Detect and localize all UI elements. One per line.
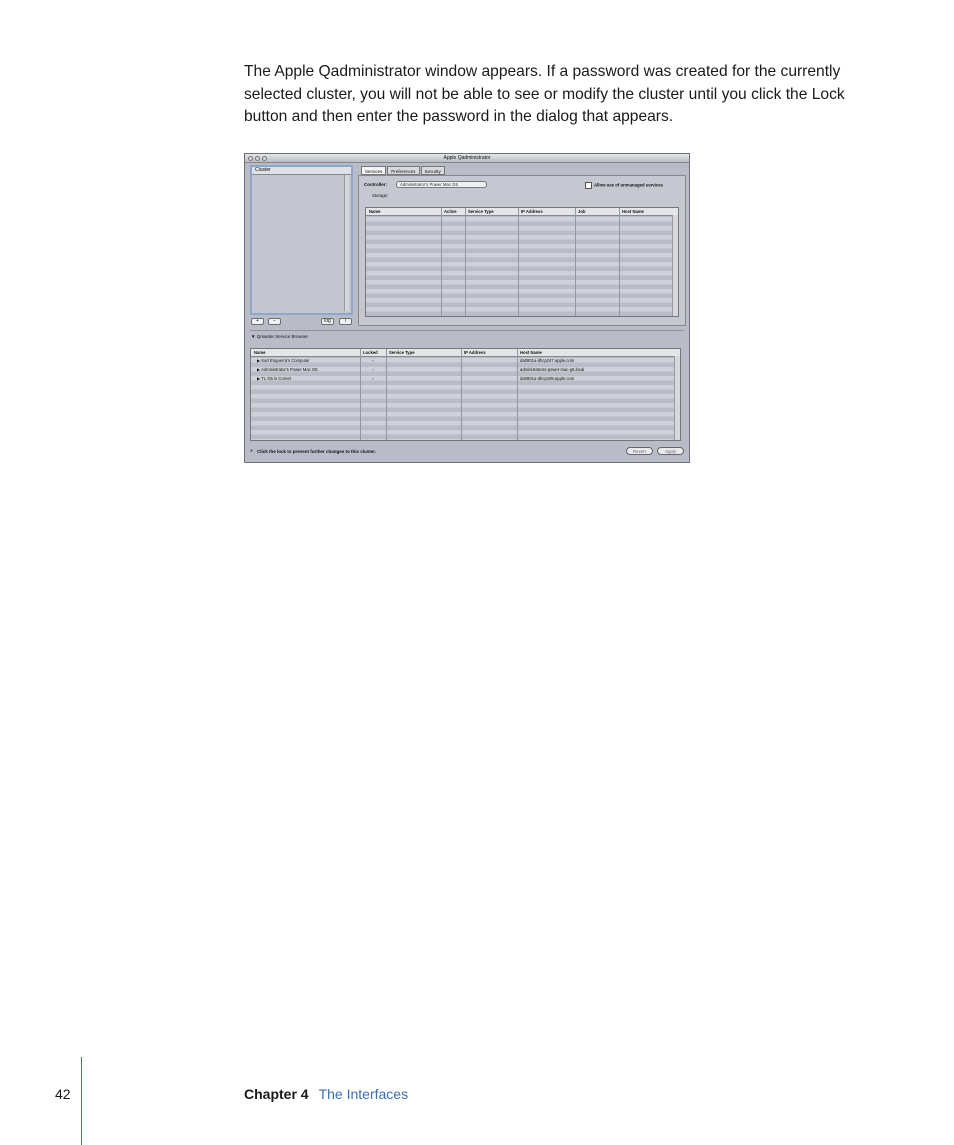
log-button[interactable]: log	[321, 318, 334, 325]
browser-label: Qmaster Service Browser	[256, 334, 308, 339]
tab-security[interactable]: Security	[421, 166, 445, 175]
body-paragraph: The Apple Qadministrator window appears. If a password was created for the currently selected cluster, you will not be able to see or modify the cluster until you click the Lock button and then enter the password in the dialog that appears.	[244, 63, 845, 125]
bcol-service-type[interactable]: Service Type	[389, 350, 415, 355]
info-button[interactable]: i	[339, 318, 352, 325]
services-table-header	[366, 208, 678, 216]
cluster-scrollbar[interactable]	[344, 175, 349, 311]
allow-unmanaged-checkbox[interactable]	[585, 182, 663, 189]
browser-table[interactable]	[250, 348, 681, 441]
apply-button[interactable]: Apply	[657, 447, 684, 455]
footer-divider	[81, 1057, 82, 1145]
col-host-name[interactable]: Host Name	[622, 209, 644, 214]
bcol-locked[interactable]: Locked	[363, 350, 378, 355]
footer-chapter	[244, 1086, 408, 1102]
padlock-icon[interactable]: ●	[250, 448, 254, 455]
col-ip-address[interactable]: IP Address	[521, 209, 543, 214]
checkbox-icon[interactable]	[585, 182, 592, 189]
tab-services[interactable]: Services	[361, 166, 386, 175]
table-row-host: da0801a-dhcp247.apple.com	[520, 358, 575, 363]
chapter-title-link[interactable]: The Interfaces	[318, 1086, 409, 1102]
col-active[interactable]: Active	[444, 209, 457, 214]
table-row-host: da0801a-dhcp189.apple.com	[520, 376, 575, 381]
page-number: 42	[55, 1086, 71, 1102]
lock-icon: ▫	[372, 367, 374, 372]
services-table[interactable]	[365, 207, 679, 317]
services-panel	[358, 175, 686, 326]
browser-disclosure[interactable]: ▼ Qmaster Service Browser	[251, 334, 308, 339]
allow-unmanaged-label: Allow use of unmanaged services	[594, 182, 664, 188]
col-job[interactable]: Job	[578, 209, 586, 214]
divider	[250, 330, 684, 331]
col-name[interactable]: Name	[369, 209, 381, 214]
controller-label: Controller:	[364, 182, 387, 187]
tab-bar	[361, 166, 446, 175]
revert-button[interactable]: Revert	[626, 447, 653, 455]
window-titlebar	[245, 154, 689, 163]
table-row[interactable]: ▶ TL G5 in Corner	[257, 376, 292, 381]
storage-label: Storage:	[372, 193, 389, 198]
table-row[interactable]: ▶ Karl Enguerra's Computer	[257, 358, 310, 363]
qadministrator-window	[244, 153, 690, 463]
cluster-list[interactable]	[250, 165, 353, 315]
controller-select[interactable]: Administrator's Power Mac G5	[396, 181, 487, 188]
lock-status[interactable]	[250, 449, 376, 454]
remove-cluster-button[interactable]: −	[268, 318, 281, 325]
add-cluster-button[interactable]: +	[251, 318, 264, 325]
col-service-type[interactable]: Service Type	[468, 209, 494, 214]
tab-preferences[interactable]: Preferences	[387, 166, 419, 175]
bcol-host-name[interactable]: Host Name	[520, 350, 542, 355]
table-row-host: administrators-power-mac-g5.local	[520, 367, 585, 372]
table-row[interactable]: ▶ Administrator's Power Mac G5	[257, 367, 318, 372]
lock-text: Click the lock to prevent further changes to this cluster.	[257, 449, 377, 454]
window-title: Apple Qadministrator	[443, 155, 491, 161]
lock-icon: ▫	[372, 376, 374, 381]
cluster-header: Cluster	[252, 167, 351, 175]
chapter-label: Chapter 4	[244, 1086, 309, 1102]
browser-table-header	[251, 349, 680, 357]
services-scrollbar[interactable]	[672, 215, 678, 316]
bcol-ip-address[interactable]: IP Address	[464, 350, 486, 355]
bcol-name[interactable]: Name	[254, 350, 266, 355]
browser-scrollbar[interactable]	[674, 356, 680, 440]
lock-icon: ▫	[372, 358, 374, 363]
